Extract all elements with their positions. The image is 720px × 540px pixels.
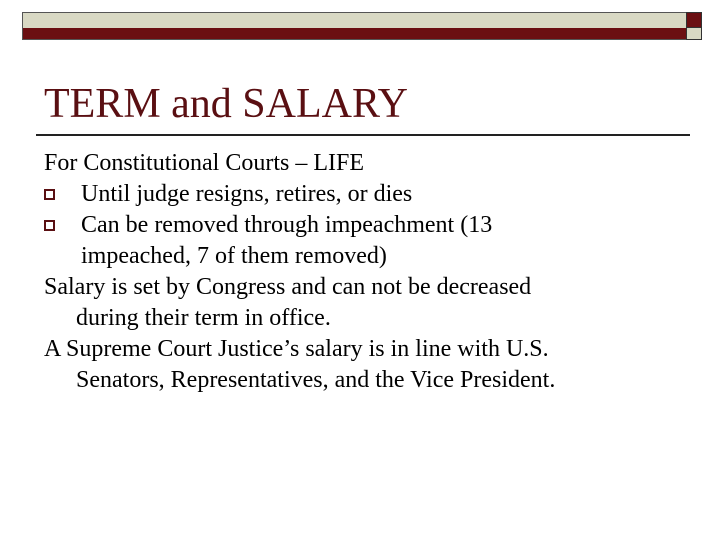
bullet-text: Can be removed through impeachment (13 [81, 212, 493, 238]
title-divider [36, 134, 690, 136]
corner-square-grey [686, 28, 702, 40]
bullet-text: Until judge resigns, retires, or dies [81, 181, 413, 207]
paragraph [44, 334, 684, 396]
bullet-text-continued: impeached, 7 of them removed) [81, 243, 387, 269]
paragraph-text: Salary is set by Congress and can not be decreased [44, 274, 532, 300]
square-bullet-icon [44, 189, 55, 200]
intro-text: For Constitutional Courts – LIFE [44, 150, 365, 176]
bullet-item [44, 210, 684, 272]
banner-red-band [22, 28, 686, 40]
square-bullet-icon [44, 220, 55, 231]
top-banner [22, 12, 686, 40]
paragraph-text-continued: during their term in office. [76, 305, 331, 331]
slide-body [44, 148, 684, 396]
intro-line [44, 148, 684, 179]
paragraph [44, 272, 684, 334]
paragraph-text-continued: Senators, Representatives, and the Vice President. [76, 367, 556, 393]
corner-square-red [686, 12, 702, 28]
slide-title: TERM and SALARY [44, 81, 409, 127]
bullet-item [44, 179, 684, 210]
banner-grey-band [22, 12, 686, 28]
paragraph-text: A Supreme Court Justice’s salary is in line with U.S. [44, 336, 549, 362]
